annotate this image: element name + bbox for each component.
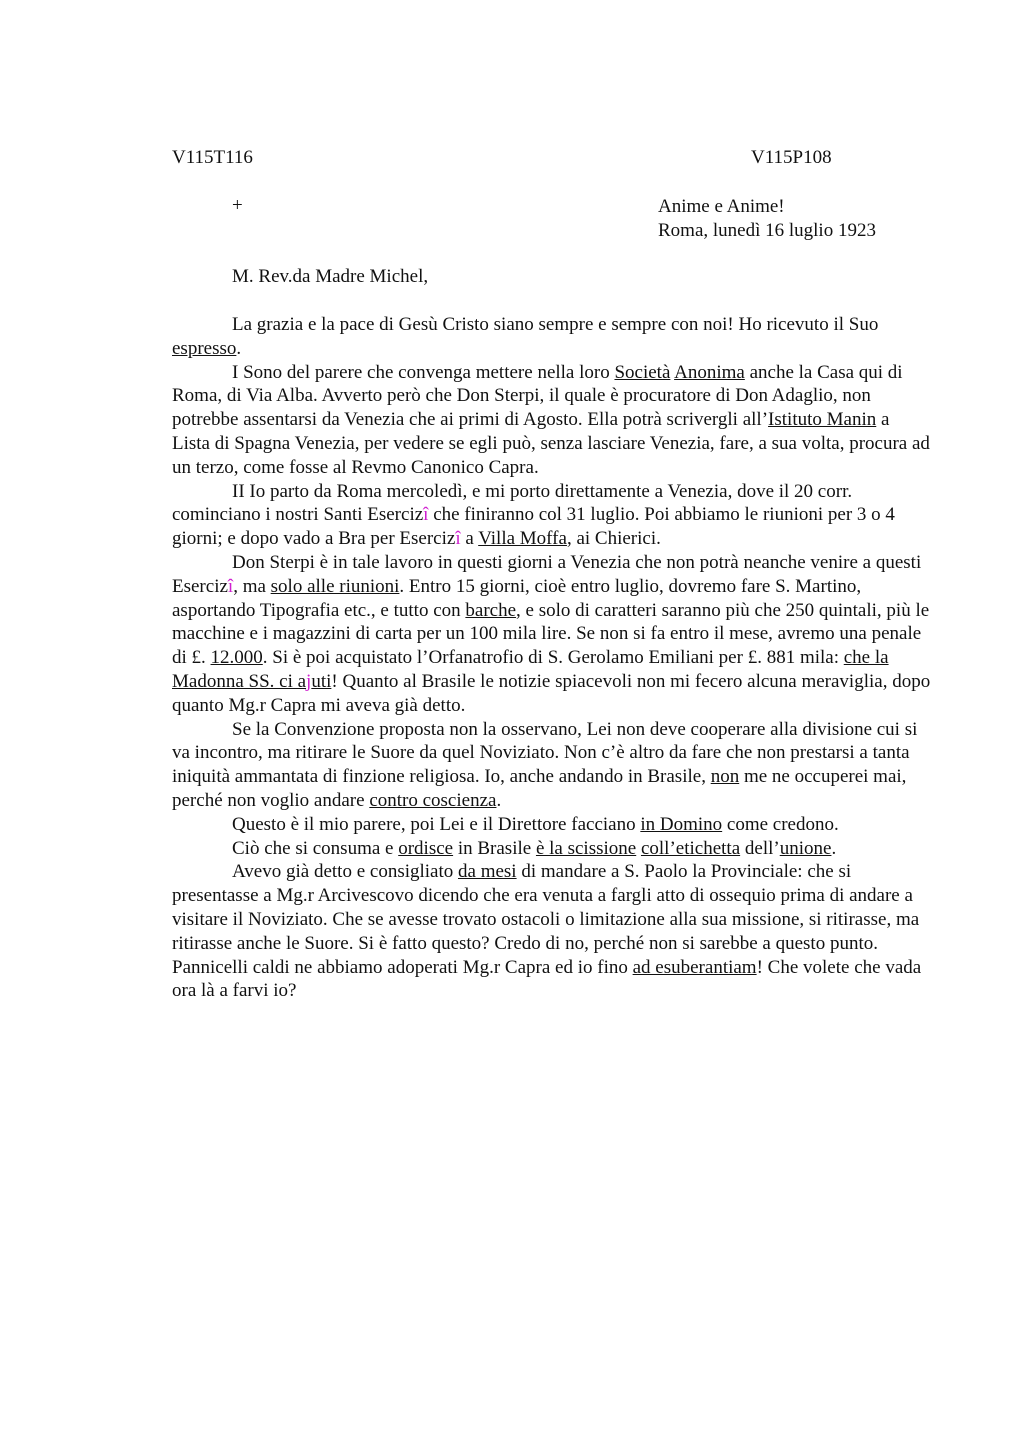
text-run: . [496, 789, 502, 811]
highlighted-char: î [423, 504, 429, 526]
text-run: . [831, 837, 837, 859]
text-run: a Lista di Spagna Venezia, per vedere se egli può, senza lasciare Venezia, fare, a sua volta, procura ad un terzo, come fosse al Revmo Canonico Capra. [172, 409, 930, 478]
underlined-text: 12.000 [210, 647, 263, 669]
underlined-text: è la scissione [535, 837, 637, 859]
salutation: M. Rev.da Madre Michel, [232, 266, 429, 287]
underlined-text: Anonima [674, 361, 745, 383]
underlined-text: solo alle riunioni [270, 575, 400, 597]
text-run: dell’ [740, 837, 780, 859]
underlined-text: che la Madonna SS. ci ajuti [172, 647, 889, 692]
paragraph-8 [172, 860, 932, 1003]
text-run: . [236, 337, 242, 359]
text-run: , ai Chierici. [566, 528, 661, 550]
highlighted-char: î [227, 575, 234, 597]
motto: Anime e Anime! [658, 196, 785, 217]
text-run: anche la Casa qui di Roma, di Via Alba. Avverto però che Don Sterpi, il quale è procuratore di Don Adaglio, non potrebbe assentarsi da Venezia che ai primi di Agosto. Ella potrà scrivergli all’ [172, 361, 903, 431]
cross-mark: + [232, 195, 243, 216]
paragraph-2 [172, 361, 932, 480]
text-run: Questo è il mio parere, poi Lei e il Direttore facciano [232, 813, 641, 835]
text-run: La grazia e la pace di Gesù Cristo siano sempre e sempre con noi! Ho ricevuto il Suo [232, 314, 879, 335]
paragraph-6 [172, 813, 932, 837]
underlined-text: contro coscienza [369, 789, 497, 811]
paragraph-3 [172, 480, 932, 551]
underlined-text: unione [779, 837, 832, 859]
text-run: Ciò che si consuma e [232, 837, 399, 859]
place-date: Roma, lunedì 16 luglio 1923 [658, 220, 876, 241]
text-run: come credono. [722, 813, 839, 835]
paragraph-7 [172, 837, 932, 861]
text-run: . Si è poi acquistato l’Orfanatrofio di S. Gerolamo Emiliani per £. 881 mila: [262, 647, 844, 669]
letter-body [172, 313, 932, 1003]
underlined-text: ad esuberantiam [632, 956, 757, 978]
text-run: di mandare a S. Paolo la Provinciale: che si presentasse a Mg.r Arcivescovo dicendo che era venuta a fargli atto di ossequio prima di andare a visitare il Noviziato. Che se avesse trovato ostacoli o limitazione alla sua missione, si ritirasse, ma ritirasse anche le Suore. Si è fatto questo? Credo di no, perché non si sarebbe a questo punto. Pannicelli caldi ne abbiamo adoperati Mg.r Capra ed io fino [172, 861, 920, 978]
underlined-text: da mesi [458, 861, 517, 883]
underlined-text: Istituto Manin [768, 409, 877, 431]
paragraph-5 [172, 718, 932, 813]
document-code-left: V115T116 [172, 147, 253, 168]
text-run: I Sono del parere che convenga mettere nella loro [232, 361, 615, 383]
document-code-right: V115P108 [751, 147, 832, 168]
text-run: . Entro 15 giorni, cioè entro luglio, dovremo fare S. Martino, asportando Tipografia etc., e tutto con [172, 575, 862, 621]
text-run: Avevo già detto e consigliato [232, 861, 459, 883]
text-run: ! Che volete che vada ora là a farvi io? [172, 956, 922, 1002]
text-run: ! Quanto al Brasile le notizie spiacevoli non mi fecero alcuna meraviglia, dopo quanto Mg.r Capra mi aveva già detto. [172, 670, 931, 716]
text-run: II Io parto da Roma mercoledì, e mi porto direttamente a Venezia, dove il 20 corr. cominciano i nostri Santi Esercizî che finiranno col 31 luglio. Poi abbiamo le riunioni per 3 o 4 giorni; e dopo vado a Bra per Esercizî a [172, 480, 895, 550]
text-run: me ne occuperei mai, perché non voglio andare [172, 766, 907, 811]
text-run: Don Sterpi è in tale lavoro in questi giorni a Venezia che non potrà neanche venire a questi Esercizî, ma [172, 551, 922, 597]
underlined-text: in Domino [640, 813, 723, 835]
highlighted-char: j [306, 670, 312, 692]
paragraph-4 [172, 551, 932, 718]
text-run: in Brasile [453, 837, 536, 859]
underlined-text: espresso [172, 337, 237, 359]
underlined-text: Società [614, 361, 671, 383]
text-run: Se la Convenzione proposta non la osservano, Lei non deve cooperare alla divisione cui si va incontro, ma ritirare le Suore da quel Noviziato. Non c’è altro da fare che non prestarsi a tanta iniquità ammantata di finzione religiosa. Io, anche andando in Brasile, [172, 718, 918, 788]
underlined-text: coll’etichetta [640, 837, 741, 859]
text-run: , e solo di caratteri saranno più che 250 quintali, più le macchine e i magazzini di carta per un 100 mila lire. Se non si fa entro il mese, avremo una penale di £. [172, 599, 930, 669]
underlined-text: non [710, 766, 740, 788]
paragraph-1 [172, 313, 932, 361]
underlined-text: barche [465, 599, 517, 621]
underlined-text: Villa Moffa [478, 528, 567, 550]
underlined-text: ordisce [398, 837, 454, 859]
letter-heading [658, 195, 876, 243]
highlighted-char: î [455, 528, 461, 550]
